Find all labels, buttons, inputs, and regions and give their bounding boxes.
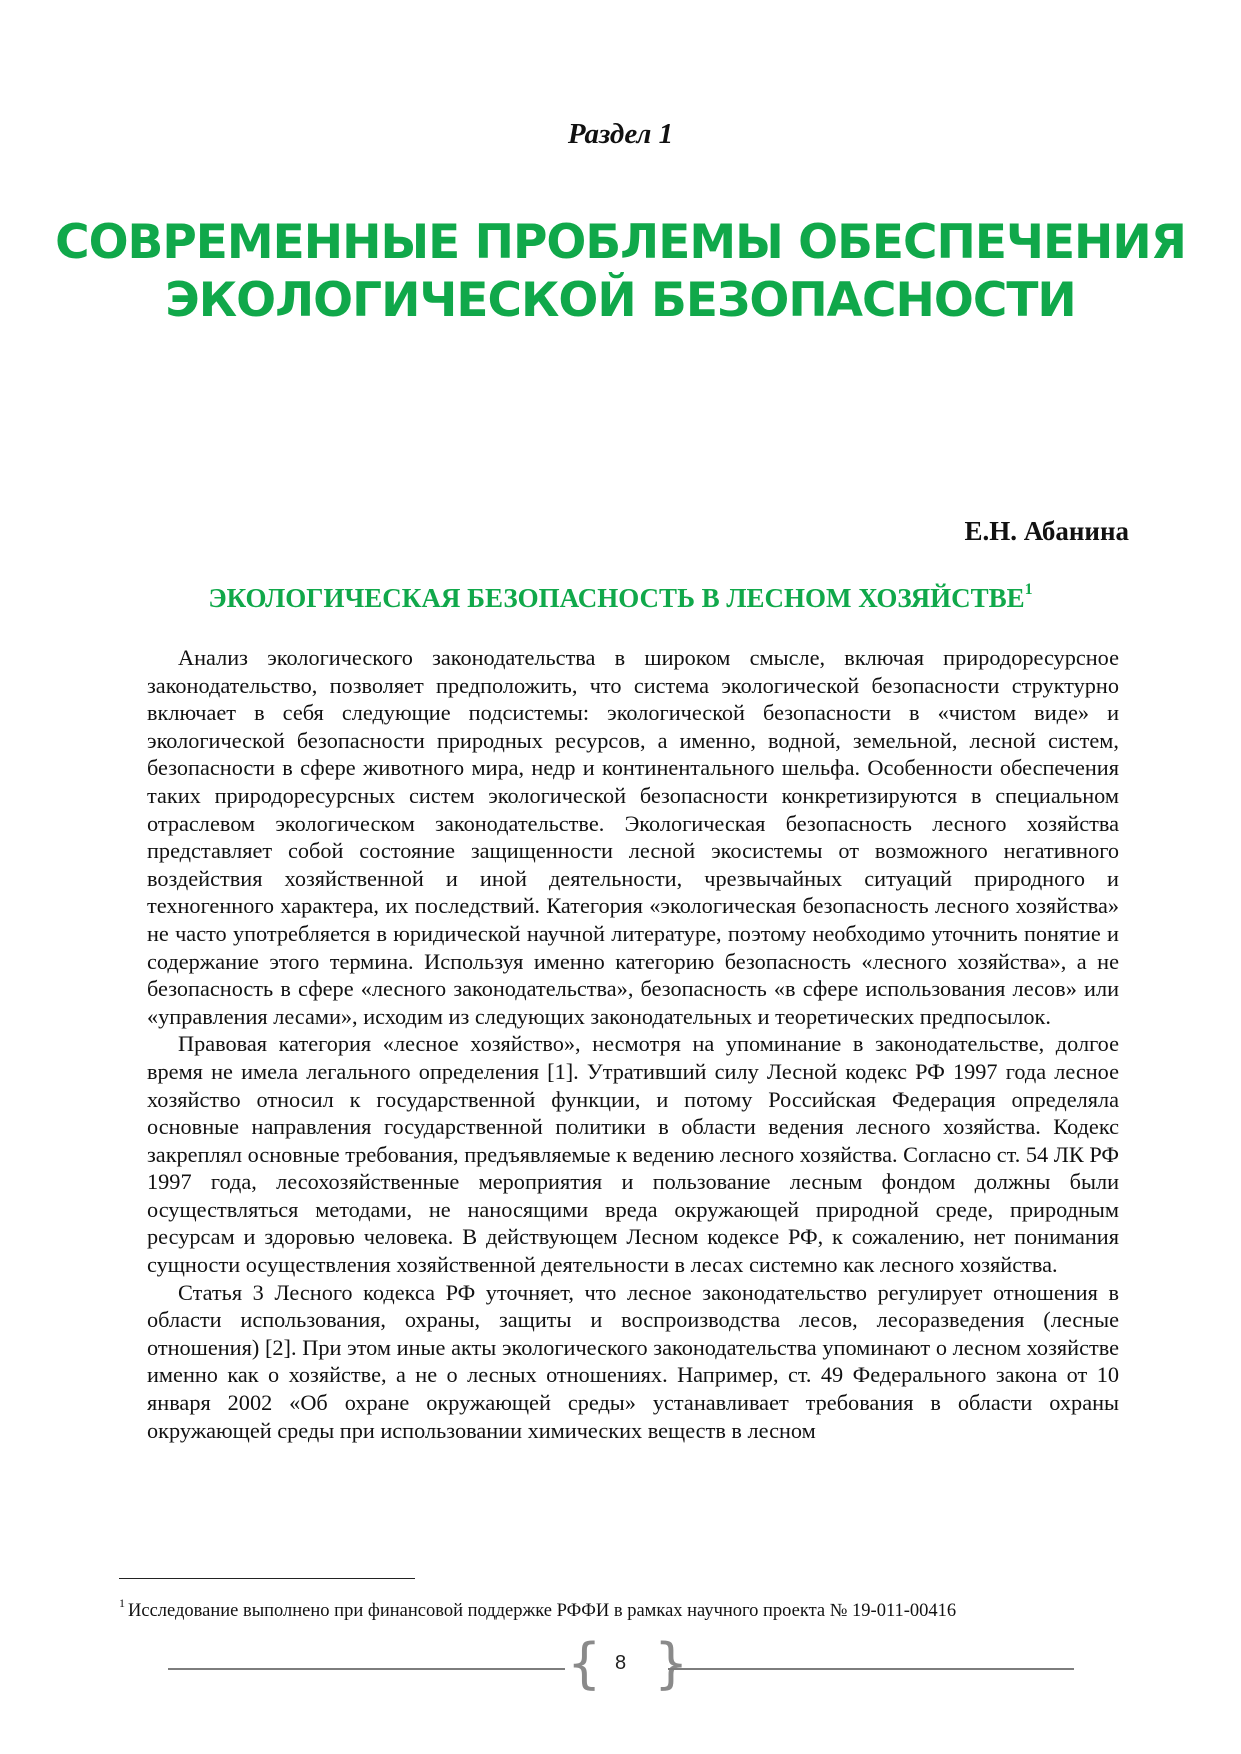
section-label: Раздел 1 bbox=[567, 118, 674, 150]
left-brace-icon: { bbox=[567, 1632, 602, 1695]
page-number: 8 bbox=[614, 1652, 627, 1674]
footnote-mark: 1 bbox=[119, 1596, 125, 1610]
article-title bbox=[0, 583, 1241, 614]
footnote-ref[interactable]: 1 bbox=[1024, 581, 1033, 598]
body-paragraph: Правовая категория «лесное хозяйство», несмотря на упоминание в законодательстве, долгое время не имела легального определения [1]. Утративший силу Лесной кодекс РФ 1997 года лесное хозяйство относил к государственной функции, и потому Российская Федерация определяла основные направления государственной политики в области ведения лесного хозяйства. Кодекс закреплял основные требования, предъявляемые к ведению лесного хозяйства. Согласно ст. 54 ЛК РФ 1997 года, лесохозяйственные мероприятия и пользование лесным фондом должны были осуществляться методами, не наносящими вреда окружающей природной среде, природным ресурсам и здоровью человека. В действующем Лесном кодексе РФ, к сожалению, нет понимания сущности осуществления хозяйственной деятельности в лесах системно как лесного хозяйства. bbox=[147, 1031, 1119, 1278]
article-title-text: ЭКОЛОГИЧЕСКАЯ БЕЗОПАСНОСТЬ В ЛЕСНОМ ХОЗЯЙСТВЕ bbox=[208, 583, 1025, 613]
article-body bbox=[147, 644, 1119, 1444]
footnote-divider bbox=[119, 1578, 415, 1579]
footer-rule-left bbox=[168, 1668, 565, 1670]
body-paragraph: Анализ экологического законодательства в широком смысле, включая природоресурсное законодательство, позволяет предположить, что система экологической безопасности структурно включает в себя следующие подсистемы: экологической безопасности в «чистом виде» и экологической безопасности природных ресурсов, а именно, водной, земельной, лесной систем, безопасности в сфере животного мира, недр и континентального шельфа. Особенности обеспечения таких природоресурсных систем экологической безопасности конкретизируются в специальном отраслевом экологическом законодательстве. Экологическая безопасность лесного хозяйства представляет собой состояние защищенности лесной экосистемы от возможного негативного воздействия хозяйственной и иной деятельности, чрезвычайных ситуаций природного и техногенного характера, их последствий. Категория «экологическая безопасность лесного хозяйства» не часто употребляется в юридической научной литературе, поэтому необходимо уточнить понятие и содержание этого термина. Используя именно категорию безопасность «лесного хозяйства», а не безопасность в сфере «лесного законодательства», безопасность «в сфере использования лесов» или «управления лесами», исходим из следующих законодательных и теоретических предпосылок. bbox=[147, 645, 1119, 1029]
right-brace-icon: } bbox=[654, 1632, 689, 1695]
section-title-line: СОВРЕМЕННЫЕ ПРОБЛЕМЫ ОБЕСПЕЧЕНИЯ bbox=[55, 215, 1186, 270]
footer-rule-right bbox=[668, 1668, 1074, 1670]
author-name: Е.Н. Абанина bbox=[964, 516, 1129, 546]
section-title bbox=[0, 214, 1241, 330]
footnote-text: Исследование выполнено при финансовой поддержке РФФИ в рамках научного проекта № 19-011-00416 bbox=[128, 1601, 957, 1622]
footnote bbox=[119, 1598, 1119, 1622]
body-paragraph: Статья 3 Лесного кодекса РФ уточняет, что лесное законодательство регулирует отношения в области использования, охраны, защиты и воспроизводства лесов, лесоразведения (лесные отношения) [2]. При этом иные акты экологического законодательства упоминают о лесном хозяйстве именно как о хозяйстве, а не о лесных отношениях. Например, ст. 49 Федерального закона от 10 января 2002 «Об охране окружающей среды» устанавливает требования в области охраны окружающей среды при использовании химических веществ в лесном bbox=[147, 1279, 1119, 1443]
section-title-line: ЭКОЛОГИЧЕСКОЙ БЕЗОПАСНОСТИ bbox=[165, 273, 1076, 328]
